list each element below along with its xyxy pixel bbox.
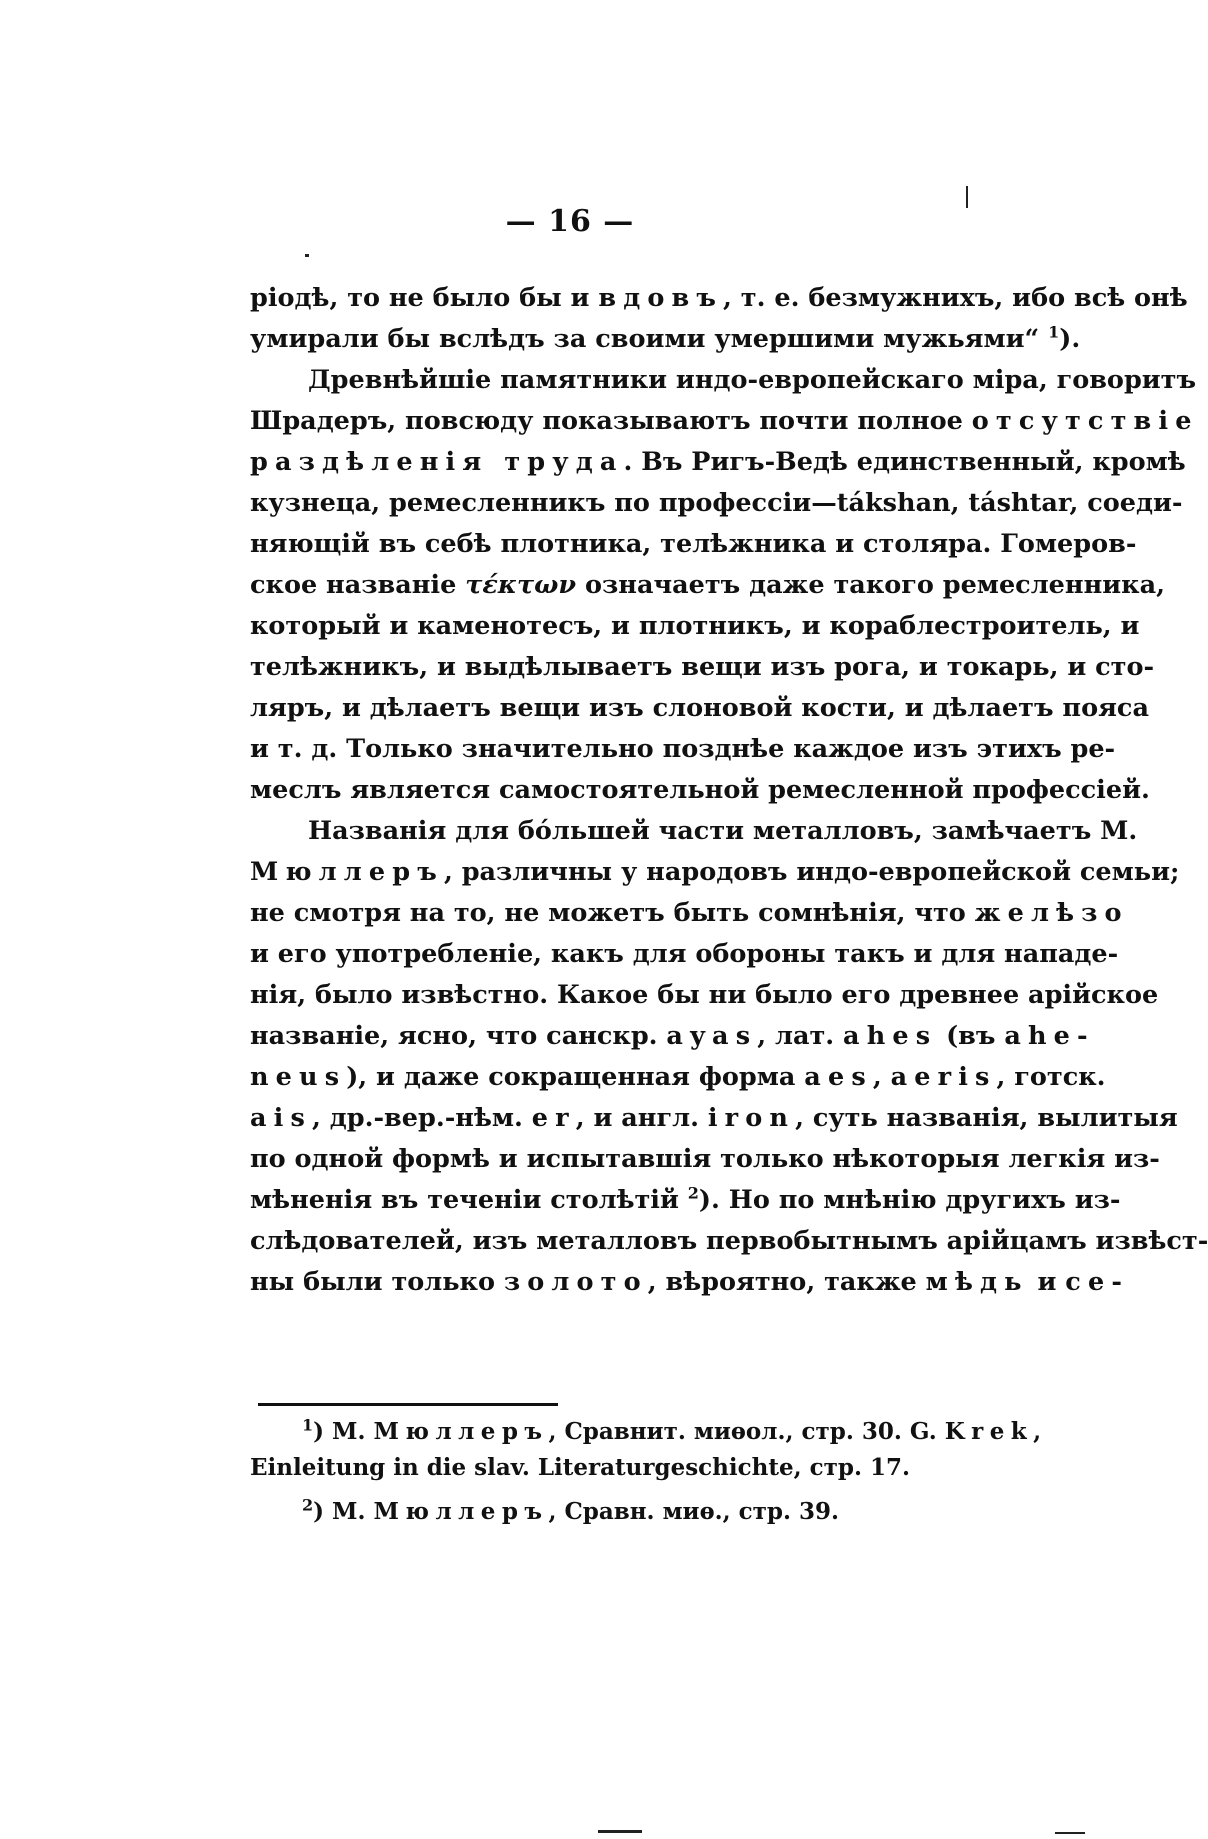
text-run: , т. е. безмужнихъ, ибо всѣ онѣ: [723, 283, 1188, 313]
spaced-word: раздѣленія труда: [250, 447, 624, 477]
text-run: мѣненія въ теченіи столѣтій: [250, 1185, 688, 1215]
spaced-word: ahe-: [1004, 1021, 1095, 1051]
text-line: [250, 401, 1199, 442]
text-run: ,: [1033, 1418, 1042, 1445]
spaced-word: Мюллеръ: [250, 857, 444, 887]
text-run: означаетъ даже такого ремесленника,: [576, 570, 1165, 600]
spaced-word: вдовъ: [598, 283, 724, 313]
text-line: телѣжникъ, и выдѣлываетъ вещи изъ рога, и токарь, и сто-: [250, 652, 1155, 682]
footnote-1: [250, 1414, 1042, 1486]
footnote-marker: 1: [302, 1415, 314, 1435]
spaced-word: aes: [804, 1062, 873, 1092]
text-run: ріодѣ, то не было бы и: [250, 283, 599, 313]
text-run: ). Но по мнѣнію другихъ из-: [698, 1185, 1121, 1215]
text-line: [250, 1016, 1095, 1057]
text-line: по одной формѣ и испытавшія только нѣкоторыя легкія из-: [250, 1144, 1160, 1174]
scan-speck: [1055, 1832, 1085, 1834]
text-line: слѣдователей, изъ металловъ первобытнымъ арійцамъ извѣст-: [250, 1226, 1208, 1256]
text-run: ).: [1059, 324, 1081, 354]
footnote-ref: 1: [1048, 322, 1060, 342]
spaced-word: neus: [250, 1062, 347, 1092]
text-line: и т. д. Только значительно позднѣе каждое изъ этихъ ре-: [250, 734, 1116, 764]
footnote-ref: 2: [687, 1183, 699, 1203]
text-run: , различны у народовъ индо-европейской семьи;: [443, 857, 1180, 887]
text-run: (въ: [937, 1021, 1005, 1051]
footnote-rule: [258, 1403, 558, 1406]
text-run: и: [1028, 1267, 1066, 1297]
text-line: [250, 852, 1180, 893]
spaced-word: ayas: [666, 1021, 758, 1051]
text-line: Названія для бóльшей части металловъ, замѣчаетъ М.: [308, 816, 1138, 846]
footnote-line: [250, 1414, 1042, 1450]
spaced-word: желѣзо: [974, 898, 1129, 928]
text-run: ское названіе: [250, 570, 466, 600]
text-run: не смотря на то, не можетъ быть сомнѣнія, что: [250, 898, 975, 928]
text-run: Шрадеръ, повсюду показываютъ почти полное: [250, 406, 972, 436]
spaced-word: ahes: [843, 1021, 938, 1051]
spaced-word: Мюллеръ: [373, 1418, 549, 1445]
text-line: [250, 319, 1081, 360]
text-line: [250, 278, 1188, 319]
footnote-marker: 2: [302, 1495, 314, 1515]
scan-speck: [305, 254, 309, 257]
text-run: ) М.: [313, 1418, 374, 1445]
text-line: Древнѣйшіе памятники индо-европейскаго міра, говоритъ: [308, 365, 1197, 395]
page-number: — 16 —: [505, 204, 635, 239]
spaced-word: Мюллеръ: [373, 1498, 549, 1525]
text-run: названіе, ясно, что санскр.: [250, 1021, 667, 1051]
text-line: няющій въ себѣ плотника, телѣжника и столяра. Гомеров-: [250, 529, 1137, 559]
text-run: умирали бы вслѣдъ за своими умершими мужьями“: [250, 324, 1049, 354]
text-run: ), и даже сокращенная форма: [346, 1062, 805, 1092]
text-run: , и англ.: [575, 1103, 708, 1133]
scan-speck: [598, 1830, 642, 1833]
text-run: , лат.: [757, 1021, 844, 1051]
spaced-word: iron: [707, 1103, 796, 1133]
footnote-line: Einleitung in die slav. Literaturgeschichte, стр. 17.: [250, 1454, 910, 1481]
text-line: [250, 565, 1165, 606]
text-run: , готск.: [996, 1062, 1106, 1092]
text-line: [250, 1180, 1121, 1221]
text-line: который и каменотесъ, и плотникъ, и кораблестроитель, и: [250, 611, 1140, 641]
text-run: ,: [872, 1062, 891, 1092]
text-line: меслъ является самостоятельной ремесленной профессіей.: [250, 775, 1150, 805]
spaced-word: Krek: [944, 1418, 1034, 1445]
text-line: и его употребленіе, какъ для обороны такъ и для нападе-: [250, 939, 1119, 969]
footnote-2: [250, 1494, 1030, 1530]
footnotes: [250, 1408, 1042, 1530]
text-line: [250, 893, 1129, 934]
spaced-word: er: [531, 1103, 576, 1133]
text-run: ) М.: [313, 1498, 374, 1525]
text-line: [250, 442, 1186, 483]
text-run: , суть названія, вылитыя: [795, 1103, 1178, 1133]
scan-speck: [966, 186, 968, 208]
text-run: , вѣроятно, также: [647, 1267, 926, 1297]
spaced-word: ais: [250, 1103, 312, 1133]
spaced-word: золото: [503, 1267, 648, 1297]
footnote-line: [250, 1494, 1030, 1530]
text-run: , Сравнит. миѳол., стр. 30. G.: [548, 1418, 945, 1445]
text-line: [250, 1262, 1130, 1303]
spaced-word: се-: [1065, 1267, 1130, 1297]
body-text: [250, 278, 1208, 1303]
text-line: [250, 1098, 1178, 1139]
spaced-word: отсутствіе: [971, 406, 1199, 436]
text-run: , Сравн. миѳ., стр. 39.: [548, 1498, 840, 1525]
greek-word: τέκτων: [465, 570, 577, 600]
spaced-word: мѣдь: [925, 1267, 1029, 1297]
text-line: [250, 1057, 1106, 1098]
text-run: ны были только: [250, 1267, 504, 1297]
spaced-word: aeris: [890, 1062, 997, 1092]
text-line: кузнеца, ремесленникъ по профессіи—tákshan, táshtar, соеди-: [250, 488, 1183, 518]
text-line: ляръ, и дѣлаетъ вещи изъ слоновой кости, и дѣлаетъ пояса: [250, 693, 1149, 723]
text-run: . Въ Ригъ-Ведѣ единственный, кромѣ: [623, 447, 1186, 477]
text-line: нія, было извѣстно. Какое бы ни было его древнее арійское: [250, 980, 1159, 1010]
text-run: , др.-вер.-нѣм.: [312, 1103, 532, 1133]
